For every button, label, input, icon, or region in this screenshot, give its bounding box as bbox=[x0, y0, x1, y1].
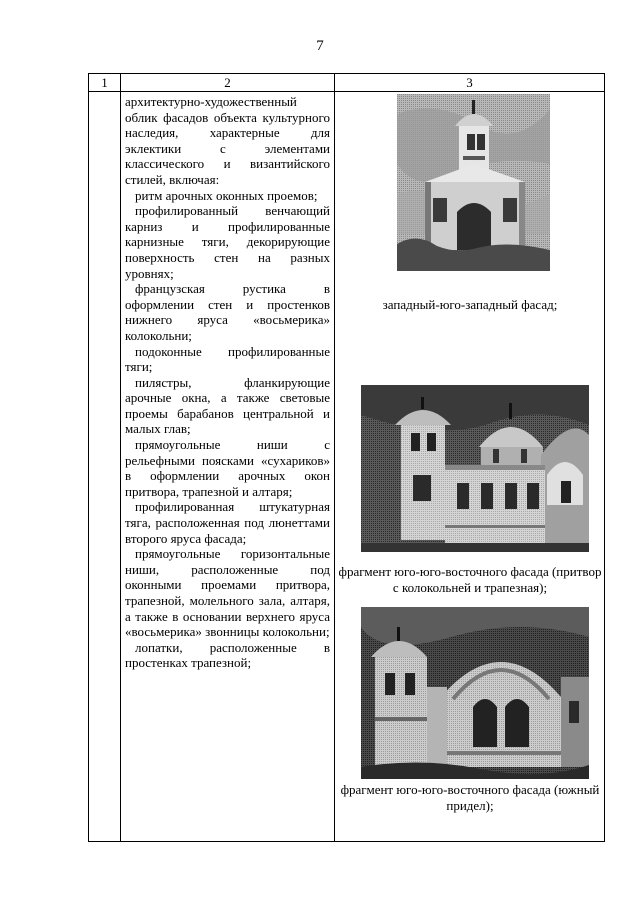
church-photo-south-east-2-icon bbox=[361, 607, 589, 779]
list-item: профилированная штукатурная тяга, расположенная под люнеттами второго яруса фасада; bbox=[125, 499, 330, 546]
header-col-3: 3 bbox=[335, 74, 605, 92]
table-header-row bbox=[89, 74, 605, 92]
list-item: французская рустика в оформлении стен и простенков нижнего яруса «восьмерика» колокольни; bbox=[125, 281, 330, 343]
col-3-photo-cell bbox=[335, 92, 605, 842]
list-item: прямоугольные горизонтальные ниши, расположенные под оконными проемами притвора, трапезной, молельного зала, алтаря, а также в основании верхнего яруса «восьмерика» звонницы колокольни; bbox=[125, 546, 330, 640]
col-1-cell bbox=[89, 92, 121, 842]
photo-caption: фрагмент юго-юго-восточного фасада (южный придел); bbox=[340, 782, 600, 813]
col-2-text-cell bbox=[121, 92, 335, 842]
photo-caption: фрагмент юго-юго-восточного фасада (притвор с колокольней и трапезная); bbox=[338, 564, 602, 595]
church-photo-west-icon bbox=[397, 94, 550, 271]
header-col-1: 1 bbox=[89, 74, 121, 92]
page-number: 7 bbox=[316, 38, 324, 54]
list-item: профилированный венчающий карниз и профилированные карнизные тяги, декорирующие поверхность стен на разных уровнях; bbox=[125, 203, 330, 281]
list-item: лопатки, расположенные в простенках трапезной; bbox=[125, 639, 330, 671]
photo-caption: западный-юго-западный фасад; bbox=[382, 297, 558, 312]
header-col-2: 2 bbox=[121, 74, 335, 92]
list-item: подоконные профилированные тяги; bbox=[125, 343, 330, 375]
list-item: ритм арочных оконных проемов; bbox=[135, 187, 318, 203]
list-item-intro: архитектурно-художественный облик фасадов объекта культурного наследия, характерные для эклектики с элементами классического и византийского стилей, включая: bbox=[125, 94, 330, 187]
monument-table bbox=[88, 73, 605, 842]
list-item: прямоугольные ниши с рельефными поясками «сухариков» в оформлении арочных окон притвора, трапезной и алтаря; bbox=[125, 437, 330, 499]
list-item: пилястры, фланкирующие арочные окна, а также световые проемы барабанов центральной и малых глав; bbox=[125, 374, 330, 437]
table-row bbox=[89, 92, 605, 842]
church-photo-south-east-1-icon bbox=[361, 385, 589, 552]
